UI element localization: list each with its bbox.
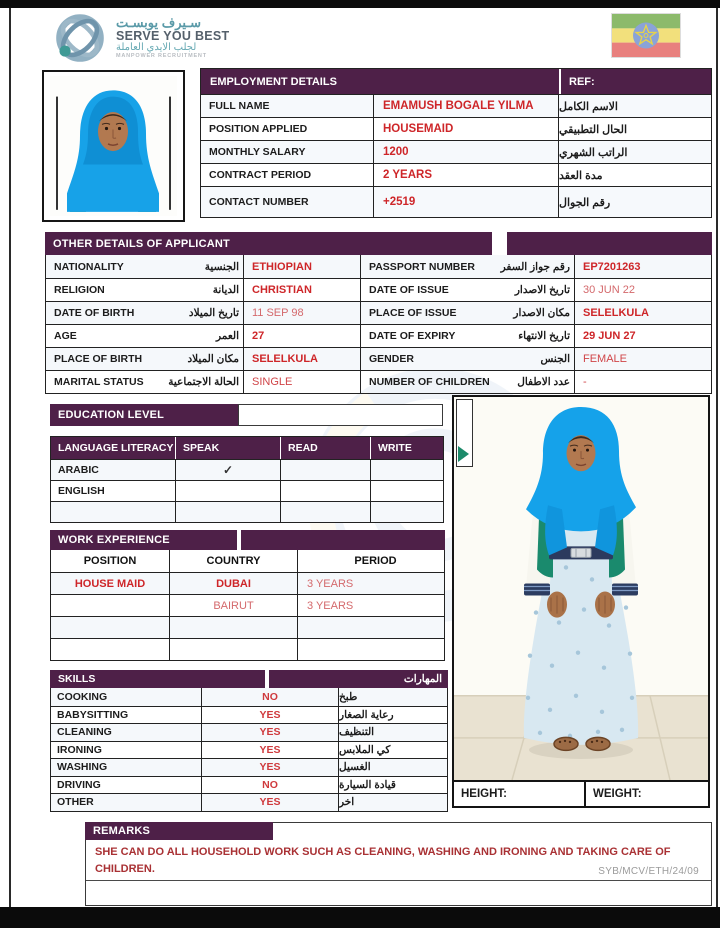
field-label-arabic: رقم الجوال [559, 196, 611, 209]
field-value: 29 JUN 27 [583, 330, 636, 342]
table-row [46, 301, 711, 324]
passport-photo-illustration [50, 76, 177, 216]
skill-name: DRIVING [57, 778, 101, 791]
field-label-arabic: الحال التطبيقي [559, 123, 628, 136]
table-row [201, 186, 711, 217]
education-level-header [50, 404, 238, 426]
applicant-passport-photo [42, 70, 185, 222]
skill-value: NO [201, 688, 339, 706]
skills-title: SKILLS [58, 673, 96, 685]
header-separator [265, 670, 269, 688]
agency-name: SERVE YOU BEST [116, 29, 230, 44]
country-cell: BAIRUT [169, 595, 297, 616]
skill-arabic: الغسيل [339, 761, 371, 774]
table-row [51, 459, 443, 480]
photo-corner-tab [456, 399, 473, 467]
speak-cell [175, 502, 280, 522]
write-cell [370, 481, 443, 501]
agency-logo-icon [52, 10, 108, 66]
language-name: ARABIC [58, 464, 99, 476]
work-experience-table [50, 550, 445, 661]
work-experience-title: WORK EXPERIENCE [58, 534, 170, 546]
header-separator [237, 530, 241, 550]
field-value: ETHIOPIAN [252, 260, 312, 273]
skill-name: WASHING [57, 761, 108, 774]
employment-details-header [201, 69, 711, 94]
field-value: 11 SEP 98 [252, 307, 304, 319]
speak-checkmark: ✓ [175, 460, 280, 480]
table-row [51, 776, 447, 794]
field-value: EMAMUSH BOGALE YILMA [373, 95, 559, 117]
field-value: SELELKULA [583, 307, 649, 319]
column-header: READ [280, 437, 370, 459]
skills-table [50, 688, 448, 812]
field-value: 1200 [373, 141, 559, 163]
country-cell: DUBAI [169, 573, 297, 594]
skill-name: IRONING [57, 743, 102, 756]
field-label-arabic: عدد الاطفال [517, 376, 570, 388]
position-cell: HOUSE MAID [74, 577, 146, 590]
table-row [51, 758, 447, 776]
employment-details-table [200, 68, 712, 218]
field-value: 2 YEARS [373, 164, 559, 186]
table-row [46, 324, 711, 347]
page-right-edge [716, 8, 718, 907]
field-value: SELELKULA [252, 353, 318, 365]
fullbody-photo-area [454, 397, 708, 780]
page-bottom-border [0, 907, 720, 928]
education-level-title: EDUCATION LEVEL [58, 409, 165, 421]
period-cell: 3 YEARS [297, 595, 444, 616]
table-row [46, 347, 711, 370]
field-label: PLACE OF ISSUE [369, 307, 457, 319]
employment-details-title: EMPLOYMENT DETAILS [210, 75, 337, 88]
page-left-edge [9, 8, 11, 907]
green-marker [458, 446, 469, 462]
height-weight-row [454, 780, 708, 806]
other-details-table [45, 255, 712, 394]
field-value: - [583, 376, 587, 388]
table-row [46, 278, 711, 301]
field-value: EP7201263 [583, 260, 641, 273]
skill-value: YES [201, 759, 339, 776]
field-label: DATE OF ISSUE [369, 284, 449, 296]
skill-name: BABYSITTING [57, 708, 129, 721]
field-value: HOUSEMAID [373, 118, 559, 140]
page-top-border [0, 0, 720, 8]
skill-name: OTHER [57, 796, 94, 809]
agency-arabic-name: سـيرف يوبسـت [116, 15, 202, 31]
field-label: DATE OF EXPIRY [369, 330, 456, 342]
skill-value: NO [201, 777, 339, 794]
country-cell [169, 617, 297, 638]
column-header: SPEAK [175, 437, 280, 459]
field-label-arabic: تاريخ الانتهاء [518, 330, 570, 342]
field-label: MONTHLY SALARY [209, 146, 306, 158]
skill-arabic: طبخ [339, 690, 358, 703]
column-header: LANGUAGE LITERACY [58, 442, 174, 454]
other-details-section [45, 232, 712, 394]
header-separator [492, 232, 507, 255]
language-name [51, 502, 175, 522]
field-value: SINGLE [252, 376, 293, 388]
field-label: NUMBER OF CHILDREN [369, 376, 490, 388]
table-row [51, 793, 447, 811]
table-row [201, 163, 711, 186]
skill-value: YES [201, 724, 339, 741]
other-details-title: OTHER DETAILS OF APPLICANT [53, 237, 230, 250]
period-cell [297, 639, 444, 660]
field-label-arabic: الاسم الكامل [559, 100, 618, 113]
field-label: DATE OF BIRTH [54, 307, 135, 319]
table-row [51, 572, 444, 594]
column-header: COUNTRY [169, 550, 297, 572]
read-cell [280, 460, 370, 480]
education-level-value [238, 404, 443, 426]
weight-label: WEIGHT: [593, 788, 642, 800]
field-label: POSITION APPLIED [209, 123, 308, 135]
table-row [51, 688, 447, 706]
skills-header [50, 670, 448, 688]
read-cell [280, 481, 370, 501]
work-experience-header [50, 530, 445, 550]
table-row [51, 638, 444, 660]
remarks-text: SHE CAN DO ALL HOUSEHOLD WORK SUCH AS CLEANING, WASHING AND IRONING AND TAKING CARE OF CHILDREN. [95, 846, 671, 875]
skill-value: YES [201, 707, 339, 724]
table-row [51, 480, 443, 501]
field-label-arabic: الديانة [212, 284, 239, 296]
skill-arabic: التنظيف [339, 726, 375, 739]
height-label: HEIGHT: [454, 782, 586, 806]
remarks-divider [86, 880, 711, 881]
work-experience-header-row [51, 550, 444, 572]
language-literacy-table [50, 436, 444, 523]
field-label-arabic: مكان الميلاد [187, 353, 239, 365]
field-label-arabic: الجنسية [204, 260, 239, 273]
field-label: PASSPORT NUMBER [369, 260, 475, 273]
document-code: SYB/MCV/ETH/24/09 [598, 866, 699, 877]
work-experience-section [50, 530, 445, 661]
field-label-arabic: مدة العقد [559, 169, 603, 182]
field-label: NATIONALITY [54, 260, 124, 273]
table-row [201, 140, 711, 163]
field-label-arabic: مكان الاصدار [513, 307, 570, 319]
field-value: 30 JUN 22 [583, 284, 635, 296]
agency-tagline: MANPOWER RECRUITMENT [116, 52, 207, 59]
skill-value: YES [201, 742, 339, 759]
field-label: PLACE OF BIRTH [54, 353, 143, 365]
table-row [46, 255, 711, 278]
skill-arabic: رعاية الصغار [339, 708, 394, 721]
skills-title-arabic: المهارات [403, 673, 442, 685]
field-label-arabic: رقم جواز السفر [500, 260, 570, 273]
position-cell [51, 617, 169, 638]
table-row [51, 616, 444, 638]
table-row [51, 706, 447, 724]
period-cell [297, 617, 444, 638]
ethiopia-flag [612, 14, 680, 57]
field-label: RELIGION [54, 284, 105, 296]
position-cell [51, 595, 169, 616]
skills-section [50, 670, 448, 812]
column-header: POSITION [83, 555, 137, 567]
field-label-arabic: الجنس [540, 353, 570, 365]
field-label: MARITAL STATUS [54, 376, 144, 388]
other-details-header [45, 232, 712, 255]
skill-arabic: اخر [339, 796, 355, 809]
language-literacy-header-row [51, 437, 443, 459]
table-row [46, 370, 711, 393]
remarks-title: REMARKS [93, 825, 151, 837]
field-label: CONTRACT PERIOD [209, 169, 312, 181]
field-label: AGE [54, 330, 77, 342]
country-cell [169, 639, 297, 660]
field-value: +2519 [373, 187, 559, 217]
write-cell [370, 460, 443, 480]
column-header: PERIOD [297, 550, 444, 572]
field-label-arabic: تاريخ الاصدار [514, 284, 570, 296]
field-label: CONTACT NUMBER [209, 196, 309, 208]
table-row [51, 741, 447, 759]
skill-name: CLEANING [57, 726, 112, 739]
remarks-header [85, 822, 273, 840]
read-cell [280, 502, 370, 522]
field-label-arabic: الراتب الشهري [559, 146, 628, 159]
write-cell [370, 502, 443, 522]
position-cell [51, 639, 169, 660]
table-row [51, 501, 443, 522]
remarks-section [85, 822, 712, 906]
ref-label: REF: [559, 69, 711, 94]
fullbody-photo-illustration [454, 397, 708, 780]
field-value: 27 [252, 330, 265, 342]
agency-logo [52, 10, 292, 66]
field-label-arabic: تاريخ الميلاد [188, 307, 239, 319]
period-cell: 3 YEARS [297, 573, 444, 594]
table-row [201, 94, 711, 117]
agency-arabic-tagline: لجلب الايدي العاملة [116, 42, 197, 54]
table-row [201, 117, 711, 140]
field-value: FEMALE [583, 353, 628, 365]
field-label: FULL NAME [209, 100, 270, 112]
table-row [51, 723, 447, 741]
skill-name: COOKING [57, 690, 108, 703]
language-name: ENGLISH [58, 485, 105, 497]
column-header: WRITE [370, 437, 443, 459]
table-row [51, 594, 444, 616]
field-label: GENDER [369, 353, 414, 365]
skill-arabic: كي الملابس [339, 743, 391, 756]
field-label-arabic: العمر [215, 330, 239, 342]
field-value: CHRISTIAN [252, 284, 312, 296]
skill-arabic: قيادة السيارة [339, 778, 396, 791]
skill-value: YES [201, 794, 339, 811]
speak-cell [175, 481, 280, 501]
field-label-arabic: الحالة الاجتماعية [168, 376, 239, 388]
applicant-fullbody-photo [452, 395, 710, 808]
